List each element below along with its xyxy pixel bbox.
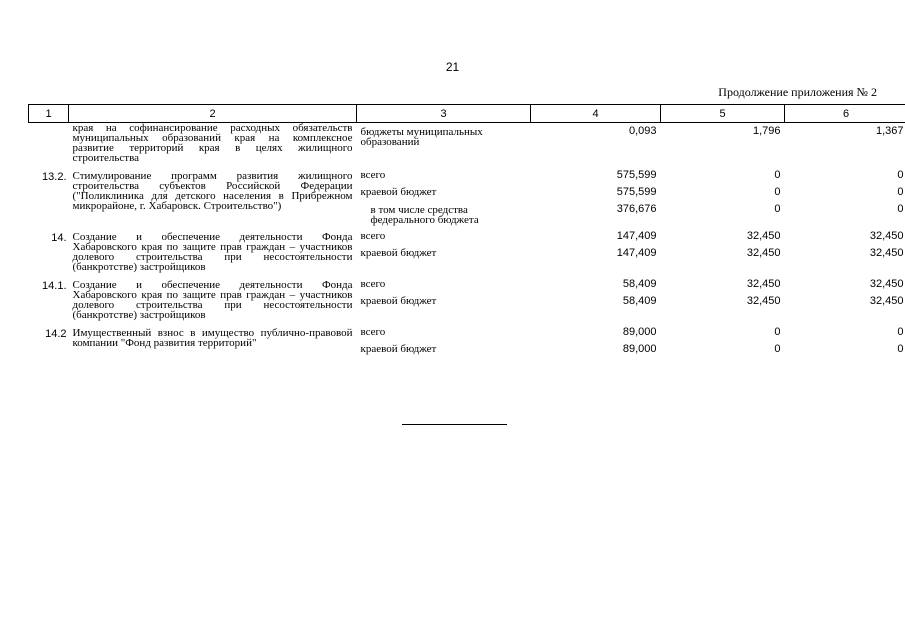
page-number: 21: [445, 60, 460, 74]
table-row: [29, 276, 905, 324]
value: 0,093: [628, 125, 657, 137]
value: 0: [774, 203, 781, 215]
value: 0: [774, 343, 781, 355]
value: 32,450: [869, 247, 904, 259]
value: 0: [774, 326, 781, 338]
table-row: [29, 228, 905, 276]
value: 32,450: [746, 278, 781, 290]
value: 32,450: [746, 230, 781, 242]
funding-source: краевой бюджет: [360, 247, 437, 259]
value-col5: [661, 123, 785, 168]
row-description: Создание и обеспечение деятельности Фонда Хабаровского края по защите прав граждан – участников долевого строительства при несостоятельности (банкротстве) застройщиков: [72, 279, 353, 321]
source-cell: [357, 167, 531, 228]
value: 58,409: [622, 278, 657, 290]
funding-source: краевой бюджет: [360, 295, 437, 307]
value: 575,599: [616, 186, 657, 198]
table-row: [29, 324, 905, 362]
value-col5: [661, 167, 785, 228]
value-col6: [785, 167, 905, 228]
value: 32,450: [746, 295, 781, 307]
end-divider: [402, 424, 507, 425]
value: 0: [897, 203, 904, 215]
value-col6: [785, 324, 905, 362]
row-description: Стимулирование программ развития жилищного строительства субъектов Российской Федерации ("Поликлиника для детского населения в Прибрежном микрорайоне, г. Хабаровск. Строительство"): [72, 170, 353, 212]
value: 1,367: [875, 125, 904, 137]
value: 0: [897, 169, 904, 181]
row-number: [29, 123, 69, 168]
value: 1,796: [752, 125, 781, 137]
funding-source: всего: [360, 326, 386, 338]
value: 32,450: [869, 230, 904, 242]
source-cell: [357, 228, 531, 276]
funding-source: всего: [360, 230, 386, 242]
funding-source: краевой бюджет: [360, 186, 437, 198]
value-col5: [661, 276, 785, 324]
value-col5: [661, 228, 785, 276]
value-col4: [531, 276, 661, 324]
table-row: [29, 167, 905, 228]
column-header-2: 2: [69, 105, 357, 123]
value: 147,409: [616, 230, 657, 242]
value: 58,409: [622, 295, 657, 307]
value: 89,000: [622, 343, 657, 355]
funding-source: всего: [360, 278, 386, 290]
value: 0: [897, 326, 904, 338]
source-cell: [357, 276, 531, 324]
row-description: Имущественный взнос в имущество публично-правовой компании "Фонд развития территорий": [72, 327, 353, 349]
value-col5: [661, 324, 785, 362]
value-col4: [531, 324, 661, 362]
value: 147,409: [616, 247, 657, 259]
value: 32,450: [869, 278, 904, 290]
row-description: Создание и обеспечение деятельности Фонда Хабаровского края по защите прав граждан – участников долевого строительства при несостоятельности (банкротстве) застройщиков: [72, 231, 353, 273]
column-header-6: 6: [785, 105, 905, 123]
value-col6: [785, 123, 905, 168]
value: 32,450: [869, 295, 904, 307]
table-header-row: [29, 105, 905, 123]
row-number: 14.1.: [42, 280, 67, 292]
table-row: [29, 123, 905, 168]
value: 89,000: [622, 326, 657, 338]
value: 575,599: [616, 169, 657, 181]
source-cell: [357, 123, 531, 168]
value: 32,450: [746, 247, 781, 259]
value-col4: [531, 123, 661, 168]
continuation-label: Продолжение приложения № 2: [718, 85, 877, 99]
column-header-5: 5: [661, 105, 785, 123]
row-number: 13.2.: [42, 171, 67, 183]
column-header-3: 3: [357, 105, 531, 123]
source-cell: [357, 324, 531, 362]
value: 0: [774, 186, 781, 198]
column-header-1: 1: [29, 105, 69, 123]
value: 0: [897, 343, 904, 355]
value: 376,676: [616, 203, 657, 215]
value-col4: [531, 167, 661, 228]
funding-source: краевой бюджет: [360, 343, 437, 355]
funding-source: в том числе средства федерального бюджета: [370, 204, 479, 226]
funding-source: бюджеты муниципальных образований: [360, 126, 483, 148]
appendix-table: [28, 104, 905, 362]
column-header-4: 4: [531, 105, 661, 123]
value-col6: [785, 228, 905, 276]
row-number: 14.: [51, 232, 67, 244]
value: 0: [897, 186, 904, 198]
row-number: 14.2: [45, 328, 67, 340]
value-col4: [531, 228, 661, 276]
value-col6: [785, 276, 905, 324]
row-description: края на софинансирование расходных обязательств муниципальных образований края на комплексное развитие территорий края в целях жилищного строительства: [72, 122, 353, 164]
value: 0: [774, 169, 781, 181]
funding-source: всего: [360, 169, 386, 181]
